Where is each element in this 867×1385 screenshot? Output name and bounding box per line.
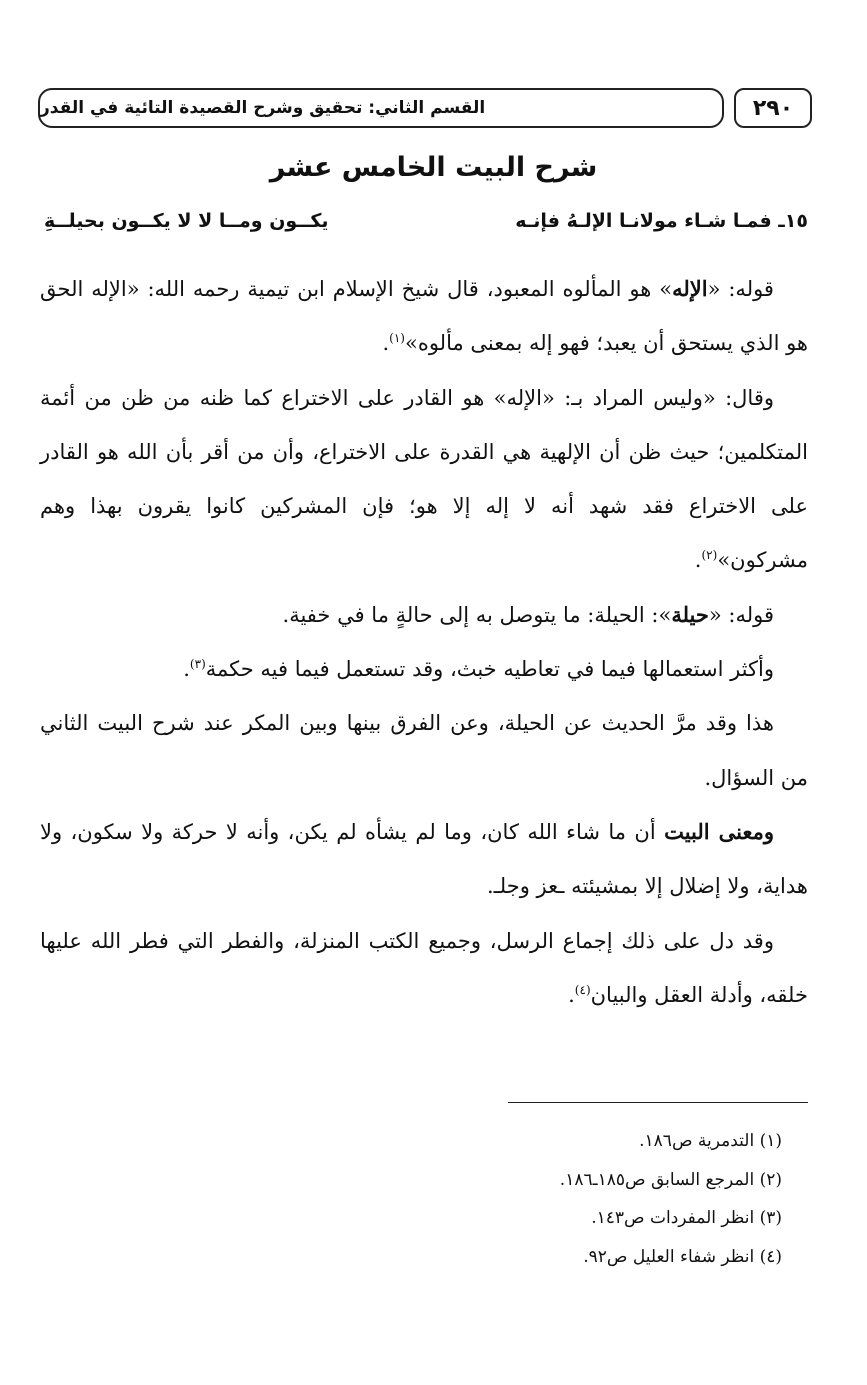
page-header [36,88,812,130]
footnote-item: (٤) انظر شفاء العليل ص٩٢. [583,1246,782,1267]
running-title: القسم الثاني: تحقيق وشرح القصيدة التائية في القدر [40,98,486,118]
paragraph-previous-discussion: هذا وقد مرَّ الحديث عن الحيلة، وعن الفرق بينها وبين المكر عند شرح البيت الثاني من السؤال. [40,711,808,790]
footnote-item: (١) التدمرية ص١٨٦. [639,1131,782,1151]
verse-line [44,210,808,246]
bold-term: ومعنى البيت [664,818,774,844]
commentary-body [40,262,808,1022]
page-number: ٢٩٠ [752,95,794,121]
bold-term: الإله [672,276,708,301]
footnote-item: (٣) انظر المفردات ص١٤٣. [591,1208,782,1228]
paragraph-evidence: وقد دل على ذلك إجماع الرسل، وجميع الكتب المنزلة، والفطر التي فطر الله عليها خلقه، وأدلة العقل والبيان$^{(٤)}$. [40,928,808,1007]
section-title: شرح البيت الخامس عشر [269,152,598,183]
footnote-separator [508,1102,808,1103]
paragraph-mutakallimin: وقال: «وليس المراد بـ: «الإله» هو القادر على الاختراع كما ظنه من ظن من أئمة المتكلمين؛ حيث ظن أن الإلهية هي القدرة على الاختراع، وأن من أقر بأن الله هو القادر على الاختراع فقد شهد أنه لا إله إلا هو؛ فإن المشركين كانوا يقرون بهذا وهم مشركون»$^{(٢)}$. [40,385,808,573]
footnote-item: (٢) المرجع السابق ص١٨٥ـ١٨٦. [559,1169,782,1190]
paragraph-hila: قوله: «حيلة»: الحيلة: ما يتوصل به إلى حالةٍ ما في خفية. [282,601,774,627]
verse-first-hemistich: ١٥ـ فمـا شـاء مولانـا الإلـهُ فإنـه [515,210,808,232]
paragraph-ilah: قوله: «الإله» هو المألوه المعبود، قال شيخ الإسلام ابن تيمية رحمه الله: «الإله الحق هو الذي يستحق أن يعبد؛ فهو إله بمعنى مألوه»$^{(١)}$. [40,276,808,356]
running-title-box [38,88,724,128]
footnote-ref[interactable]: (٢) [701,548,718,563]
footnotes [300,1122,808,1276]
paragraph-hila-usage: وأكثر استعمالها فيما في تعاطيه خبث، وقد تستعمل فيما فيه حكمة$^{(٣)}$. [183,657,774,682]
footnote-ref[interactable]: (٣) [189,657,206,672]
bold-term: حيلة [671,601,709,627]
paragraph-verse-meaning: ومعنى البيت أن ما شاء الله كان، وما لم يشأه لم يكن، وأنه لا حركة ولا سكون، ولا هداية، ولا إضلال إلا بمشيئته ـعز وجلـ. [40,818,808,899]
footnote-ref[interactable]: (٤) [574,982,591,997]
page-number-box [734,88,812,128]
verse-second-hemistich: يكــون ومــا لا لا يكــون بحيلــةِ [44,210,329,232]
footnote-ref[interactable]: (١) [389,331,405,346]
